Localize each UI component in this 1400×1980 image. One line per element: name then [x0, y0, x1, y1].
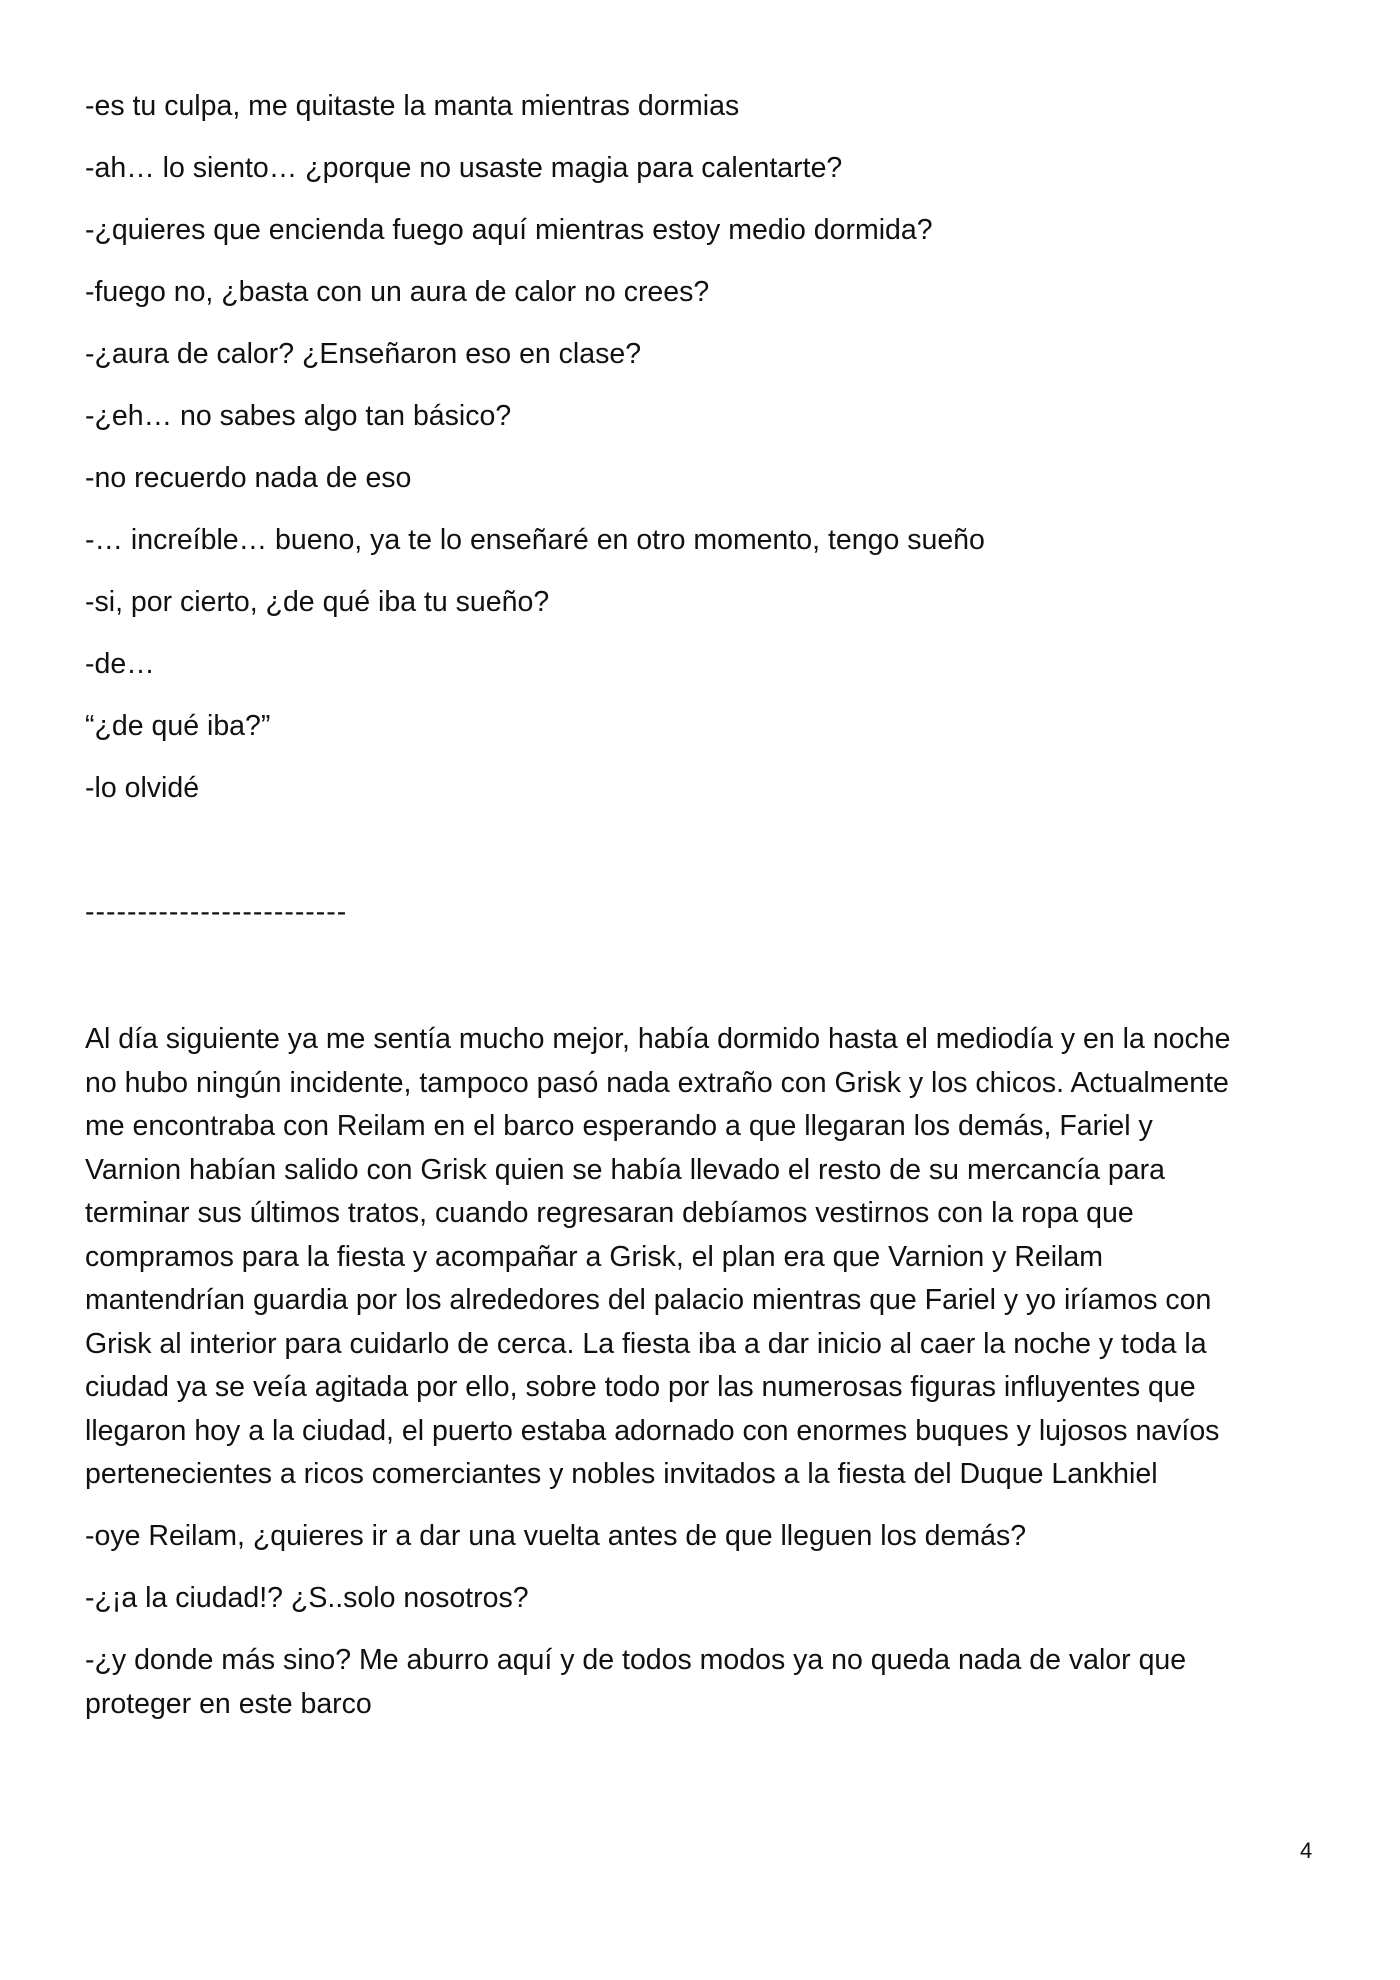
paragraph-line: Grisk al interior para cuidarlo de cerca. La fiesta iba a dar inicio al caer la noche y toda la	[85, 1327, 1207, 1360]
paragraph-line: me encontraba con Reilam en el barco esperando a que llegaran los demás, Fariel y	[85, 1110, 1153, 1142]
paragraph-line: Al día siguiente ya me sentía mucho mejor, había dormido hasta el mediodía y en la noche	[85, 1023, 1231, 1055]
dialogue-line: -de…	[85, 648, 155, 680]
dialogue-line: -no recuerdo nada de eso	[85, 462, 412, 494]
dialogue-line: -¿¡a la ciudad!? ¿S..solo nosotros?	[85, 1582, 529, 1614]
dialogue-line-part: -¿y donde más sino? Me aburro aquí y de todos modos ya no queda nada de valor que	[85, 1644, 1187, 1676]
paragraph-line: pertenecientes a ricos comerciantes y nobles invitados a la fiesta del Duque Lankhiel	[85, 1458, 1158, 1490]
narrative-paragraph	[85, 1018, 1335, 1497]
paragraph-line: Varnion habían salido con Grisk quien se había llevado el resto de su mercancía para	[85, 1153, 1165, 1186]
page-number: 4	[1300, 1838, 1313, 1863]
paragraph-line: mantendrían guardia por los alrededores del palacio mientras que Fariel y yo iríamos con	[85, 1284, 1212, 1316]
dialogue-line: -es tu culpa, me quitaste la manta mientras dormias	[85, 90, 740, 122]
dialogue-line: -¿aura de calor? ¿Enseñaron eso en clase?	[85, 338, 642, 370]
dialogue-line: -oye Reilam, ¿quieres ir a dar una vuelta antes de que lleguen los demás?	[85, 1520, 1027, 1552]
dialogue-line: “¿de qué iba?”	[85, 710, 271, 742]
paragraph-line: compramos para la fiesta y acompañar a Grisk, el plan era que Varnion y Reilam	[85, 1240, 1104, 1273]
dialogue-line: -ah… lo siento… ¿porque no usaste magia para calentarte?	[85, 152, 843, 184]
dialogue-line: -¿eh… no sabes algo tan básico?	[85, 400, 512, 432]
scene-separator: -------------------------	[85, 896, 348, 928]
dialogue-line: -si, por cierto, ¿de qué iba tu sueño?	[85, 586, 550, 618]
dialogue-line: -… increíble… bueno, ya te lo enseñaré en otro momento, tengo sueño	[85, 524, 985, 556]
dialogue-line: -¿quieres que encienda fuego aquí mientras estoy medio dormida?	[85, 214, 933, 246]
dialogue-bottom	[85, 1514, 1335, 1744]
dialogue-line: -fuego no, ¿basta con un aura de calor no crees?	[85, 276, 710, 308]
paragraph-line: terminar sus últimos tratos, cuando regresaran debíamos vestirnos con la ropa que	[85, 1197, 1134, 1229]
paragraph-line: llegaron hoy a la ciudad, el puerto estaba adornado con enormes buques y lujosos navíos	[85, 1414, 1220, 1447]
dialogue-line-multiline	[85, 1638, 1335, 1726]
dialogue-line-part: proteger en este barco	[85, 1688, 372, 1720]
dialogue-line: -lo olvidé	[85, 772, 200, 804]
dialogue-top	[85, 84, 1325, 828]
paragraph-line: ciudad ya se veía agitada por ello, sobre todo por las numerosas figuras influyentes que	[85, 1371, 1196, 1403]
paragraph-line: no hubo ningún incidente, tampoco pasó nada extraño con Grisk y los chicos. Actualmente	[85, 1066, 1229, 1099]
